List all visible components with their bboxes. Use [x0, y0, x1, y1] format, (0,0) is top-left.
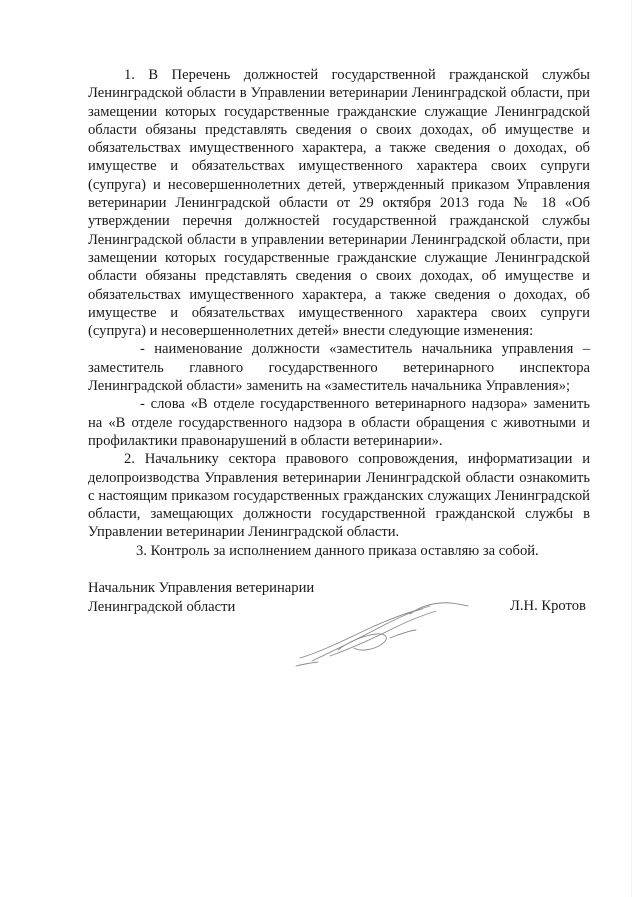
- order-body: [88, 66, 590, 560]
- handwritten-signature: [290, 598, 480, 670]
- signatory-position-line-2: Ленинградской области: [88, 598, 236, 615]
- paragraph-item-1: 1. В Перечень должностей государственной гражданской службы Ленинградской области в Управлении ветеринарии Ленинградской области, при замещении которых государственные гражданские служащие Ленинградской области обязаны представлять сведения о своих доходах, об имуществе и обязательствах имущественного характера, а также сведения о доходах, об имуществе и обязательствах имущественного характера своих супруги (супруга) и несовершеннолетних детей, утвержденный приказом Управления ветеринарии Ленинградской области от 29 октября 2013 года № 18 «Об утверждении перечня должностей государственной гражданской службы Ленинградской области в управлении ветеринарии Ленинградской области, при замещении которых государственные гражданские служащие Ленинградской области обязаны представлять сведения о своих доходах, об имуществе и обязательствах имущественного характера, а также сведения о доходах, об имуществе и обязательствах имущественного характера своих супруги (супруга) и несовершеннолетних детей» внести следующие изменения:: [88, 67, 590, 340]
- scan-edge: [631, 0, 632, 897]
- paragraph-dash-1: - наименование должности «заместитель начальника управления – заместитель главного государственного ветеринарного инспектора Ленинградской области» заменить на «заместитель начальника Управления»;: [88, 341, 590, 395]
- paragraph-dash-2: - слова «В отделе государственного ветеринарного надзора» заменить на «В отделе государственного надзора в области обращения с животными и профилактики правонарушений в области ветеринарии».: [88, 396, 590, 449]
- signatory-position: [88, 579, 314, 616]
- paragraph-item-3: 3. Контроль за исполнением данного приказа оставляю за собой.: [136, 542, 539, 559]
- signatory-name: Л.Н. Кротов: [510, 598, 586, 614]
- signatory-position-line-1: Начальник Управления ветеринарии: [88, 580, 315, 596]
- paragraph-item-2: 2. Начальнику сектора правового сопровождения, информатизации и делопроизводства Управления ветеринарии Ленинградской области ознакомить с настоящим приказом государственных гражданских служащих Ленинградской области, замещающих должности государственной гражданской службы в Управлении ветеринарии Ленинградской области.: [88, 451, 590, 541]
